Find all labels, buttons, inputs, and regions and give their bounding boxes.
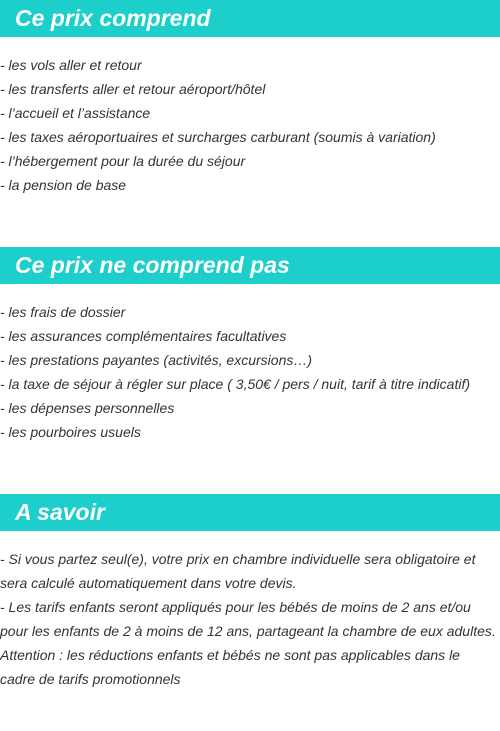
list-item: - les frais de dossier xyxy=(0,304,126,320)
list-item: - les transferts aller et retour aéroport/hôtel xyxy=(0,81,266,97)
section-title-not-included: Ce prix ne comprend pas xyxy=(0,247,500,284)
list-item: - les taxes aéroportuaires et surcharges carburant (soumis à variation) xyxy=(0,129,436,145)
section-not-included xyxy=(0,247,500,444)
paragraph-single-traveler: - Si vous partez seul(e), votre prix en chambre individuelle sera obligatoire et sera calculé automatiquement dans votre devis. xyxy=(0,551,476,591)
list-item: - les dépenses personnelles xyxy=(0,400,175,416)
list-item: - l’hébergement pour la durée du séjour xyxy=(0,153,246,169)
section-title-good-to-know: A savoir xyxy=(0,494,500,531)
list-item: - les vols aller et retour xyxy=(0,57,142,73)
section-title-included: Ce prix comprend xyxy=(0,0,500,37)
list-item: - les prestations payantes (activités, excursions…) xyxy=(0,352,313,368)
list-item: - l’accueil et l’assistance xyxy=(0,105,151,121)
not-included-list xyxy=(0,300,500,444)
good-to-know-body xyxy=(0,547,500,691)
list-item: - la pension de base xyxy=(0,177,127,193)
section-included xyxy=(0,0,500,197)
list-item: - les pourboires usuels xyxy=(0,424,141,440)
section-good-to-know xyxy=(0,494,500,691)
list-item: - les assurances complémentaires facultatives xyxy=(0,328,287,344)
paragraph-attention: Attention : les réductions enfants et bébés ne sont pas applicables dans le cadre de tarifs promotionnels xyxy=(0,647,460,687)
paragraph-child-rates: - Les tarifs enfants seront appliqués pour les bébés de moins de 2 ans et/ou pour les enfants de 2 à moins de 12 ans, partageant la chambre de eux adultes. xyxy=(0,599,496,639)
included-list xyxy=(0,53,500,197)
list-item: - la taxe de séjour à régler sur place ( 3,50€ / pers / nuit, tarif à titre indicatif) xyxy=(0,376,470,392)
